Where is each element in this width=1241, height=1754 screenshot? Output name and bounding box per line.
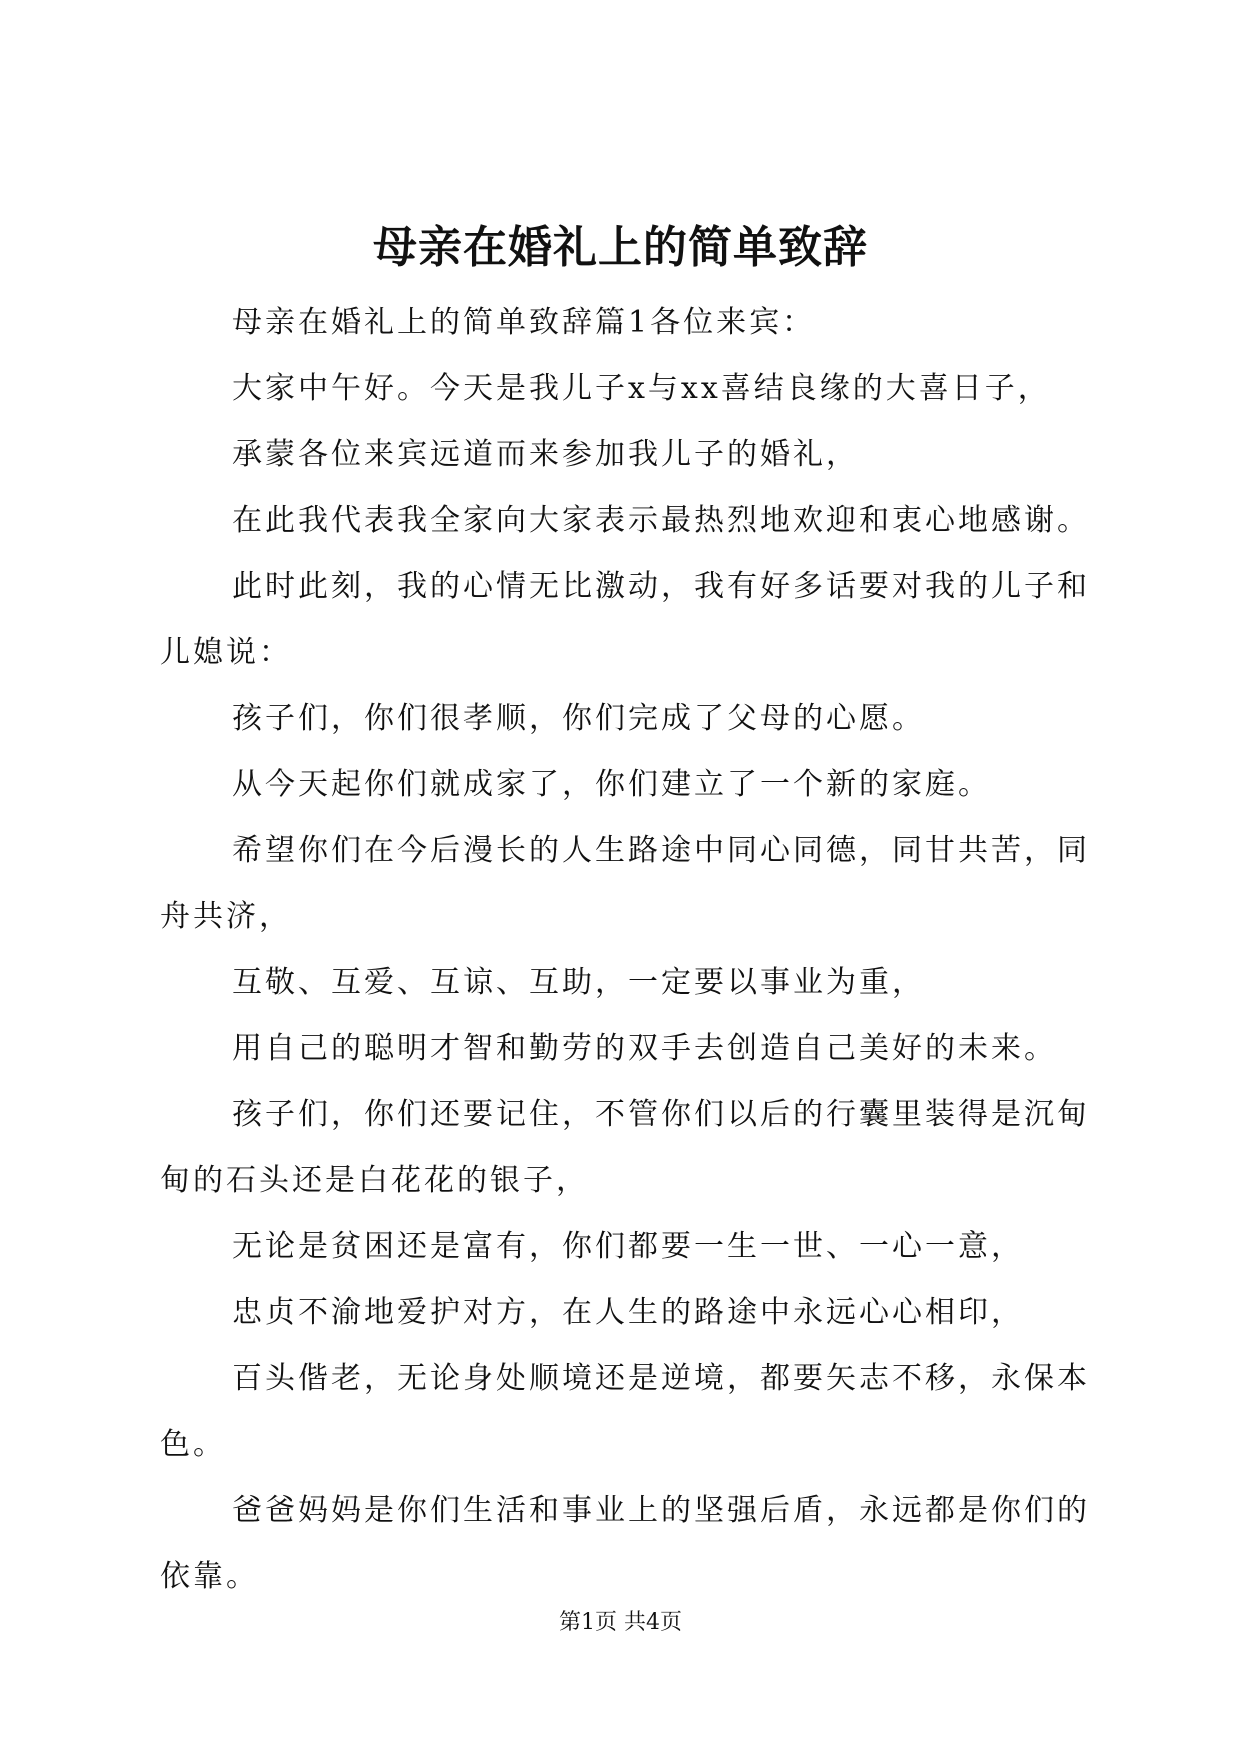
paragraph: 孩子们，你们很孝顺，你们完成了父母的心愿。 <box>232 701 925 736</box>
page-number-footer: 第1页 共4页 <box>559 1610 682 1635</box>
paragraph: 从今天起你们就成家了，你们建立了一个新的家庭。 <box>232 767 991 802</box>
paragraph: 互敬、互爱、互谅、互助，一定要以事业为重， <box>232 965 925 1000</box>
paragraph: 在此我代表我全家向大家表示最热烈地欢迎和衷心地感谢。 <box>232 503 1090 538</box>
paragraph: 此时此刻，我的心情无比激动，我有好多话要对我的儿子和儿媳说： <box>160 569 1090 670</box>
paragraph: 母亲在婚礼上的简单致辞篇1各位来宾： <box>232 305 816 340</box>
paragraph: 大家中午好。今天是我儿子x与xx喜结良缘的大喜日子， <box>232 371 1051 406</box>
document-body <box>160 290 1090 1610</box>
paragraph: 爸爸妈妈是你们生活和事业上的坚强后盾，永远都是你们的依靠。 <box>160 1493 1090 1594</box>
paragraph: 忠贞不渝地爱护对方，在人生的路途中永远心心相印， <box>232 1295 1024 1330</box>
paragraph: 百头偕老，无论身处顺境还是逆境，都要矢志不移，永保本色。 <box>160 1361 1090 1462</box>
paragraph: 孩子们，你们还要记住，不管你们以后的行囊里装得是沉甸甸的石头还是白花花的银子， <box>160 1097 1090 1198</box>
paragraph: 承蒙各位来宾远道而来参加我儿子的婚礼， <box>232 437 859 472</box>
document-title: 母亲在婚礼上的简单致辞 <box>373 222 868 273</box>
paragraph: 用自己的聪明才智和勤劳的双手去创造自己美好的未来。 <box>232 1031 1057 1066</box>
paragraph: 希望你们在今后漫长的人生路途中同心同德，同甘共苦，同舟共济， <box>160 833 1090 934</box>
paragraph: 无论是贫困还是富有，你们都要一生一世、一心一意， <box>232 1229 1024 1264</box>
